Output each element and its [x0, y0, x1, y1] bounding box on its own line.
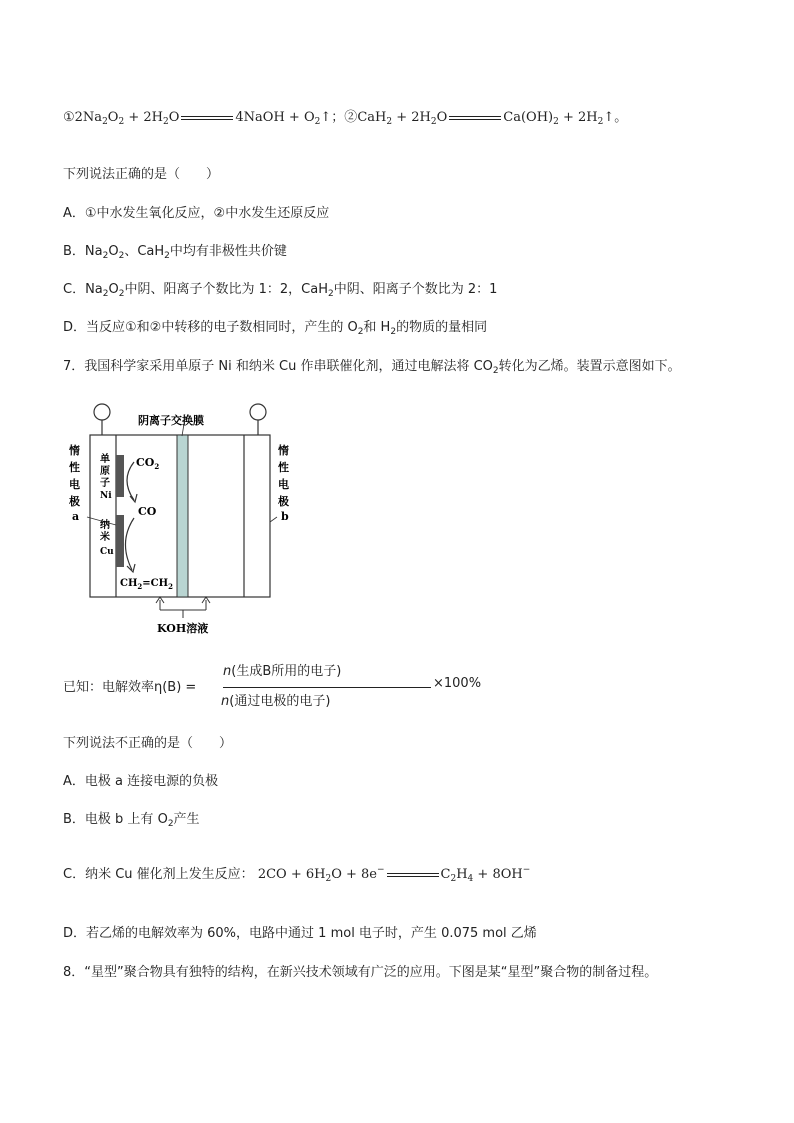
svg-text:电: 电: [278, 478, 289, 491]
membrane-label: 阴离子交换膜: [138, 414, 204, 427]
q6-option-d: D．当反应①和②中转移的电子数相同时，产生的 $O_2$和 $H_2$的物质的量相同: [63, 320, 488, 337]
ethylene-label: $CH_2=CH_2$: [120, 578, 173, 591]
co-to-ethylene-arrow: [125, 518, 134, 570]
svg-text:子: 子: [100, 478, 110, 489]
svg-text:极: 极: [278, 495, 289, 508]
equals-sign: [449, 116, 501, 120]
svg-text:惰: 惰: [278, 444, 289, 457]
q6-option-c: C．$Na_2O_2$中阴、阳离子个数比为 1：2，CaH$_2$中阴、阳离子个数比为 2：1: [63, 282, 498, 299]
svg-text:性: 性: [278, 461, 289, 474]
q8-stem: 8．“星型”聚合物具有独特的结构，在新兴技术领域有广泛的应用。下图是某“星型”聚合物的制备过程。: [63, 965, 658, 980]
svg-text:Ni: Ni: [100, 491, 112, 501]
terminal-b-icon: [250, 404, 266, 420]
reaction-equations: $①2Na_2O_2 + 2H_2O$ 4NaOH + $O_2↑$；②CaH$_2$ + $2H_2O$ $Ca(OH)_2$ + $2H_2↑$。: [63, 110, 628, 127]
svg-text:原: 原: [100, 466, 110, 477]
svg-text:米: 米: [100, 532, 110, 543]
q6-option-a: A．①中水发生氧化反应，②中水发生还原反应: [63, 206, 330, 221]
electrolysis-diagram: [60, 400, 300, 640]
ni-catalyst-bar: [116, 455, 124, 497]
q7-option-c: C．纳米 Cu 催化剂上发生反应： $2CO + 6H_2O + 8e^-$ $C_2H_4 + 8OH^-$: [63, 865, 531, 884]
q7-option-d: D．若乙烯的电解效率为 60%，电路中通过 1 mol 电子时，产生 0.075 mol 乙烯: [63, 926, 537, 941]
svg-text:单: 单: [100, 454, 110, 465]
co2-to-co-arrow: [127, 462, 134, 500]
svg-text:Cu: Cu: [100, 547, 114, 557]
q6-option-b: B．$Na_2O_2$、CaH$_2$中均有非极性共价键: [63, 244, 287, 261]
svg-text:惰: 惰: [69, 444, 80, 457]
efficiency-formula: 已知：电解效率η(B) = n(生成B所用的电子) n(通过电极的电子) ×100%: [63, 664, 482, 709]
q7-option-a: A．电极 a 连接电源的负极: [63, 774, 219, 789]
svg-text:b: b: [281, 510, 289, 523]
q7-stem-2: 下列说法不正确的是（ ）: [63, 736, 233, 751]
equals-sign: [181, 116, 233, 120]
anion-exchange-membrane: [177, 435, 188, 597]
svg-text:极: 极: [69, 495, 80, 508]
fraction-bar: [223, 687, 431, 688]
co-label: CO: [138, 505, 157, 518]
q6-stem: 下列说法正确的是（ ）: [63, 167, 220, 182]
cu-catalyst-bar: [116, 515, 124, 567]
equals-sign: [387, 873, 439, 877]
koh-solution-label: KOH溶液: [157, 622, 209, 635]
svg-text:电: 电: [69, 478, 80, 491]
q7-stem: 7．我国科学家采用单原子 Ni 和纳米 Cu 作串联催化剂，通过电解法将 $CO_2$转化为乙烯。装置示意图如下。: [63, 359, 681, 376]
co2-label: $CO_2$: [136, 456, 160, 471]
svg-text:纳: 纳: [100, 520, 110, 531]
svg-text:性: 性: [69, 461, 80, 474]
svg-text:a: a: [72, 510, 80, 523]
terminal-a-icon: [94, 404, 110, 420]
q7-option-b: B．电极 b 上有 $O_2$产生: [63, 812, 200, 829]
